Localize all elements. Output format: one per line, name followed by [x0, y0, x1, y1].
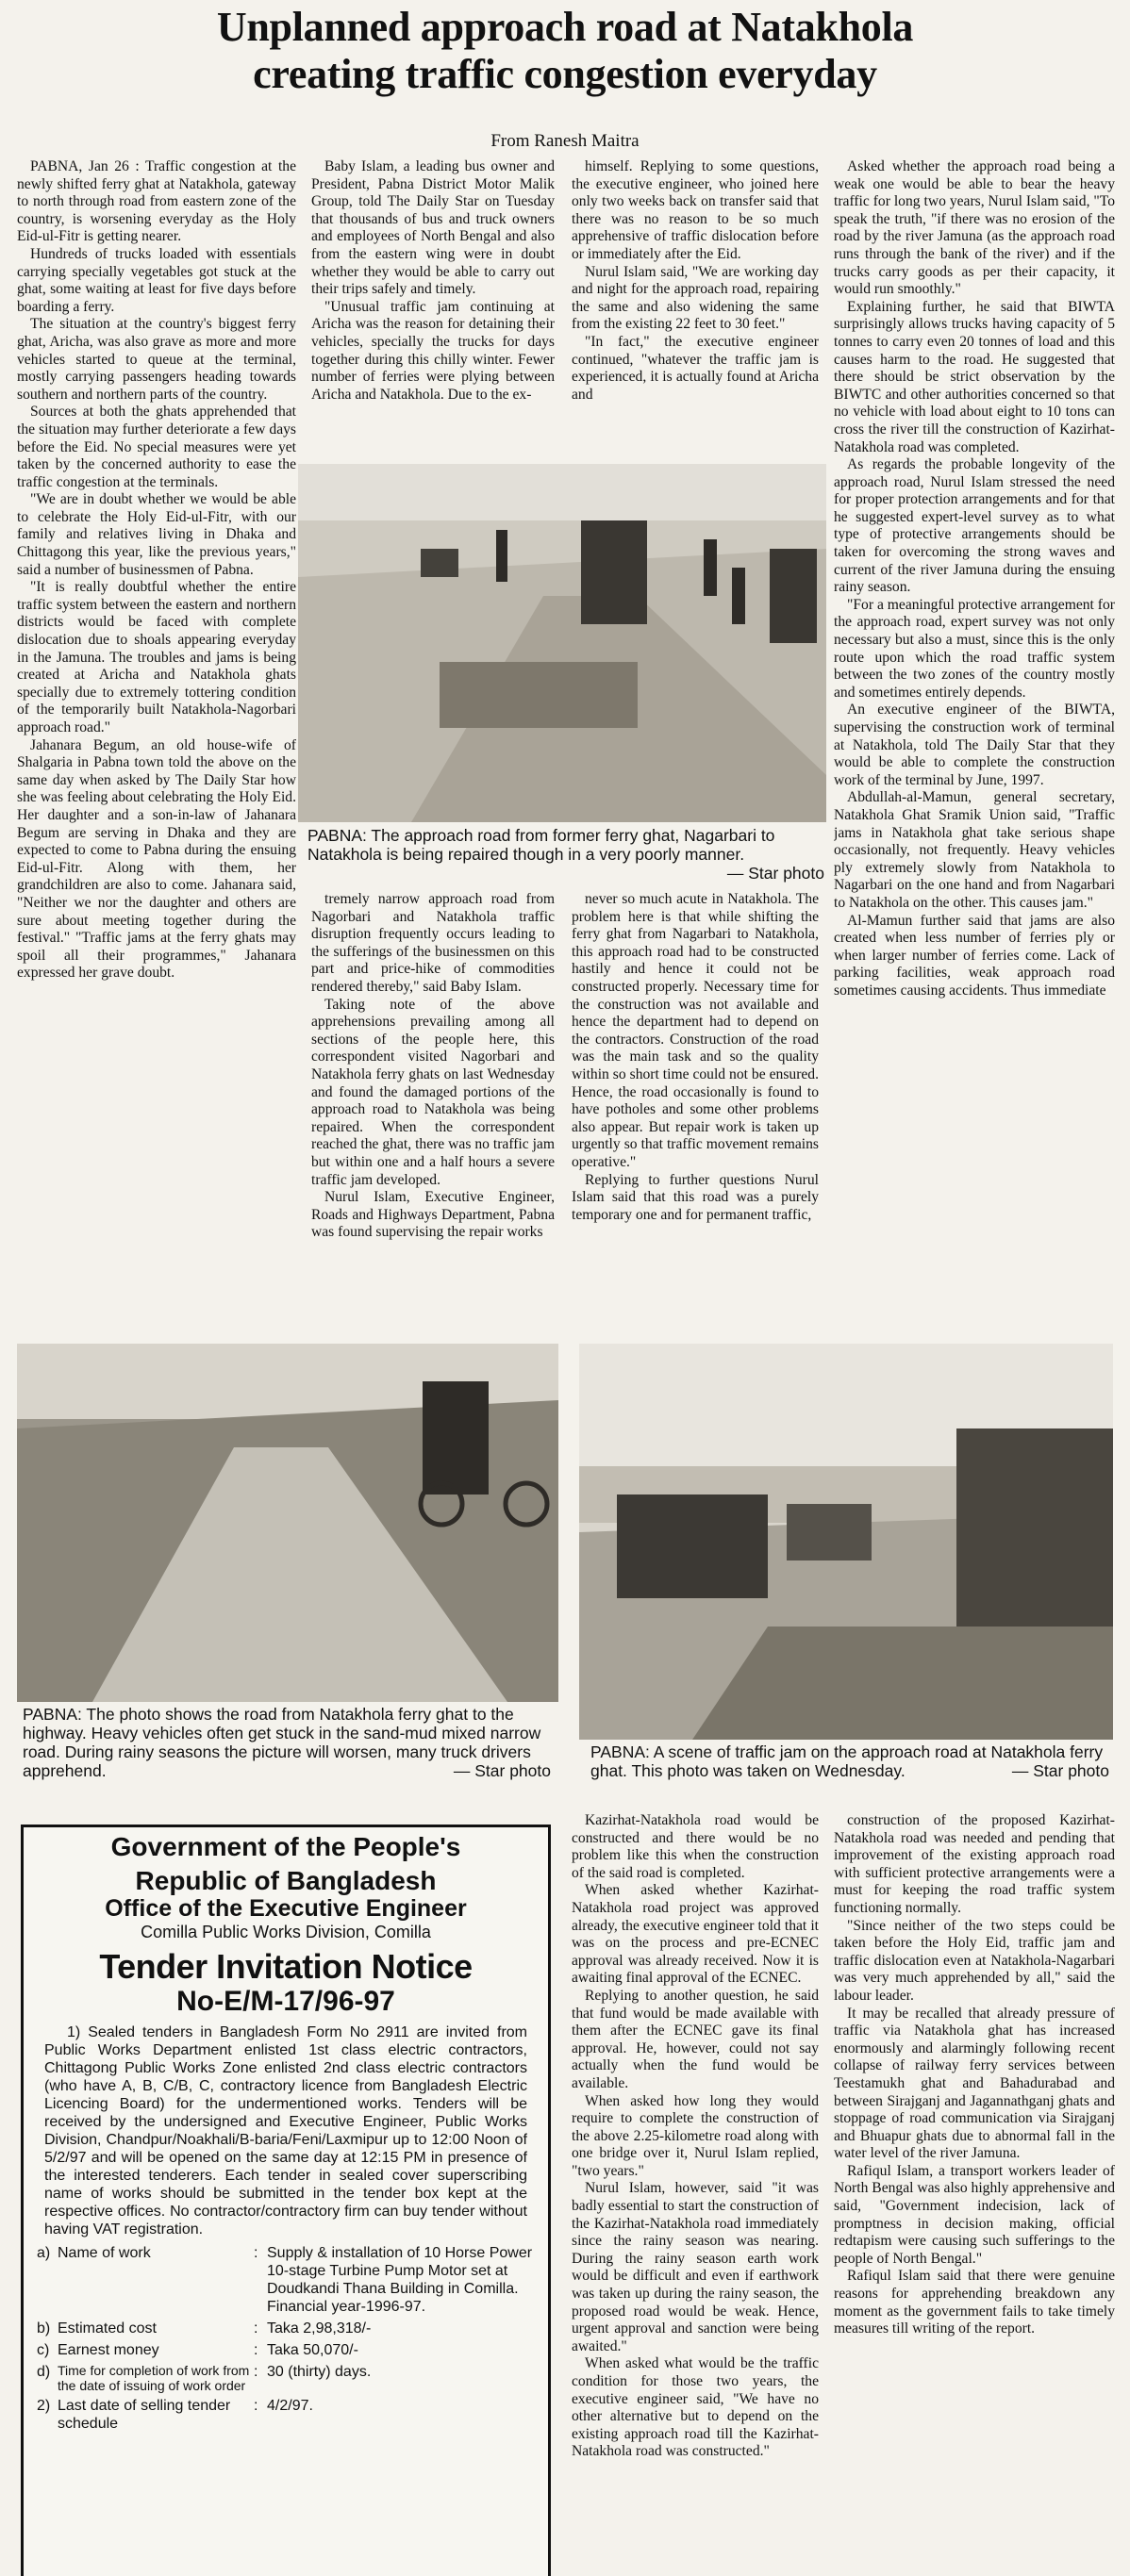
headline: [0, 4, 1130, 98]
paragraph: "We are in doubt whether we would be able to celebrate the Holy Eid-ul-Fitr, with our family and relatives living in Dhaka and Chittagong this year, like the previous years," said a number of businessmen of Pabna.: [17, 491, 296, 578]
photo-credit: — Star photo: [1011, 1761, 1109, 1780]
tender-row-value: Taka 2,98,318/-: [267, 2320, 372, 2337]
paragraph: Baby Islam, a leading bus owner and President, Pabna District Motor Malik Group, told The Daily Star on Tuesday that thousands of bus and truck owners and employees of North Bengal and also from the eastern wing were in doubt whether they would be able to carry out their trips safely and timely.: [311, 158, 555, 298]
caption-text: PABNA: The photo shows the road from Natakhola ferry ghat to the highway. Heavy vehicles often get stuck in the sand-mud mixed narrow road. During rainy seasons the picture will worsen, many truck drivers apprehend.: [23, 1705, 541, 1780]
tender-row-colon: :: [254, 2320, 258, 2337]
tender-row-key: b): [37, 2320, 51, 2337]
paragraph: "For a meaningful protective arrangement for the approach road, expert survey was not only necessary but also a must, since this is the only route upon which the road traffic system between the two zones of the country mostly and sometimes entirely depends.: [834, 596, 1115, 701]
tender-row-colon: :: [254, 2342, 258, 2358]
tender-row-label: Earnest money: [58, 2342, 159, 2358]
paragraph: Asked whether the approach road being a weak one would be able to bear the heavy traffic for long two years, Nurul Islam said, "To speak the truth, "if there was no erosion of the road by the river Jamuna (as the approach road runs through the bank of the river) and if the trucks carry goods as per their capacity, it would run smoothly.": [834, 158, 1115, 298]
paragraph: Nurul Islam, however, said "it was badly essential to start the construction of the Kazirhat-Natakhola road immediately since the rainy season was nearing. During the rainy season earth work would be difficult and even if earthwork was taken up during the rainy season, the proposed road would be weak. Hence, urgent approval and sanction were being awaited.": [572, 2180, 819, 2354]
paragraph: PABNA, Jan 26 : Traffic congestion at the newly shifted ferry ghat at Natakhola, gateway to north through road from eastern zone of the country, is worsening everyday as the Holy Eid-ul-Fitr is getting nearer.: [17, 158, 296, 245]
headline-line-1: Unplanned approach road at Natakhola: [216, 4, 914, 50]
caption-text: PABNA: The approach road from former ferry ghat, Nagarbari to Natakhola is being repaired though in a very poorly manner.: [307, 826, 775, 864]
paragraph: When asked whether Kazirhat-Natakhola road project was approved already, the executive engineer told that it was on the process and pre-ECNEC approval was already received. Now it is awaiting final approval of the ECNEC.: [572, 1882, 819, 1987]
paragraph: Explaining further, he said that BIWTA surprisingly allows trucks having capacity of 5 tonnes to carry even 20 tonnes of load and this causes harm to the road. He suggested that there should be strict observation by the BIWTC and other authorities concerned so that no vehicle with load about eight to 10 tons can cross the river till the construction of Kazirhat-Natakhola road was completed.: [834, 298, 1115, 455]
tender-row: [37, 2244, 537, 2316]
tender-body: 1) Sealed tenders in Bangladesh Form No 2911 are invited from Public Works Department enlisted 1st class electric contractors, Chittagong Public Works Zone enlisted 2nd class electric contractors (who have A, B, C/B, C, contractory licence from Bangladesh Electric Licencing Board) for the undermentioned works. Tenders will be received by the undersigned and Executive Engineer, Public Works Division, Chandpur/Noakhali/B-baria/Feni/Laxmipur up to 12:00 Noon of 5/2/97 and will be opened on the same day at 12:15 PM in presence of the interested tenderers. Each tender in sealed cover superscribing name of works should be submitted in the tender box kept at the respective offices. No contractor/contractory firm can buy tender without having VAT registration.: [44, 2024, 527, 2237]
photo-credit: — Star photo: [453, 1761, 551, 1780]
tender-row-colon: :: [254, 2245, 258, 2261]
paragraph: An executive engineer of the BIWTA, supervising the construction work of terminal at Natakhola, told The Daily Star that they would be able to complete the construction work of the terminal by June, 1997.: [834, 702, 1115, 788]
paragraph: Kazirhat-Natakhola road would be constructed and there would be no problem like this when the construction of the said road is completed.: [572, 1812, 819, 1881]
tender-office: Office of the Executive Engineer: [105, 1895, 467, 1922]
photo-road-repair: [298, 464, 826, 822]
headline-line-2: creating traffic congestion everyday: [253, 51, 877, 97]
tender-details: [24, 2238, 548, 2433]
paragraph: Nurul Islam, Executive Engineer, Roads and Highways Department, Pabna was found supervising the repair works: [311, 1189, 555, 1241]
paragraph: Hundreds of trucks loaded with essentials carrying specially vegetables got stuck at the ghat, some waiting at least for five days before boarding a ferry.: [17, 245, 296, 315]
photo-credit: — Star photo: [726, 864, 824, 883]
photo-narrow-road: [17, 1344, 558, 1702]
paragraph: Al-Mamun further said that jams are also created when less number of ferries ply or when larger number of ferries come. Lack of parking facilities, weak approach road sometimes causing accidents. Thus immediate: [834, 912, 1115, 999]
tender-row-colon: :: [254, 2364, 258, 2380]
paragraph: Replying to another question, he said that fund would be made available with them after the ECNEC gave its final approval. He, however, could not say actually when the fund would be available.: [572, 1987, 819, 2091]
paragraph: never so much acute in Natakhola. The problem here is that while shifting the ferry ghat from Nagarbari to Natakhola, this approach road had to be constructed hastily and hence it could not be constructed properly. Necessary time for the construction was not available and hence the department had to depend on the contractors. Construction of the road was the main task and so the quality within so short time could not be ensured. Hence, the road occasionally is found to have potholes and some other problems also appear. But repair work is taken up urgently so that traffic movement remains operative.": [572, 891, 819, 1170]
paragraph: It may be recalled that already pressure of traffic via Natakhola ghat has increased enormously and alarmingly following recent collapse of railway ferry services between Teestamukh ghat and Bahadurabad and between Sirajganj and Jagannathganj ghats and stoppage of road communication via Sirajganj and Bhuapur ghats due to abnormal fall in the water level of the river Jamuna.: [834, 2005, 1115, 2162]
tender-row-value: 30 (thirty) days.: [267, 2364, 372, 2380]
paragraph: The situation at the country's biggest ferry ghat, Aricha, was also grave as more and more vehicles started to queue at the terminal, mostly carrying passengers heading towards southern and northern parts of the country.: [17, 316, 296, 403]
paragraph: "Unusual traffic jam continuing at Aricha was the reason for detaining their vehicles, specially the trucks for days together during this chilly winter. Fewer number of ferries were plying between Aricha and Natakhola. Due to the ex-: [311, 298, 555, 403]
tender-number: No-E/M-17/96-97: [176, 1986, 395, 2017]
byline: From Ranesh Maitra: [490, 131, 640, 151]
tender-notice-ad: [21, 1825, 551, 2576]
tender-row-label: Time for completion of work from the date of issuing of work order: [58, 2363, 250, 2393]
tender-government: Government of the People's: [110, 1832, 461, 1861]
photo-road-repair-caption: [307, 826, 824, 886]
tender-row-label: Estimated cost: [58, 2320, 157, 2337]
tender-row-label: Last date of selling tender schedule: [58, 2398, 231, 2432]
paragraph: "It is really doubtful whether the entire traffic system between the eastern and northern districts would be faced with complete dislocation due to shoals appearing everyday in the Jamuna. The troubles and jams is being created at Aricha and Natakhola ghats specially due to extremely tottering condition of the temporarily built Natakhola-Nagorbari approach road.": [17, 579, 296, 735]
tender-row: [37, 2397, 537, 2433]
tender-row-key: a): [37, 2245, 51, 2261]
paragraph: Jahanara Begum, an old house-wife of Shalgaria in Pabna town told the above on the same day when asked by The Daily Star how she was feeling about celebrating the Holy Eid. Her daughter and a son-in-law of Jahanara Begum are serving in Dhaka and they are expected to come to Pabna during the ensuing Eid-ul-Fitr. Along with them, her grandchildren are also to come. Jahanara said, "Neither we nor the daughter and others are sure about meeting together during the festival." "Traffic jams at the ferry ghats may spoil all their programmes," Jahanara expressed her grave doubt.: [17, 736, 296, 982]
paragraph: construction of the proposed Kazirhat-Natakhola road was needed and pending that improvement of the existing approach road with sufficient protective arrangements were a must for keeping the road traffic system functioning normally.: [834, 1812, 1115, 1916]
paragraph: himself. Replying to some questions, the executive engineer, who joined here only two weeks back on transfer said that there was no reason to be so much apprehensive of traffic dislocation before or immediately after the Eid.: [572, 158, 819, 262]
photo-narrow-road-caption: [23, 1705, 551, 1820]
tender-row-key: d): [37, 2364, 51, 2380]
article-column-3-bottom: [572, 1812, 819, 2567]
paragraph: Rafiqul Islam, a transport workers leader of North Bengal was also highly apprehensive and said, "Government indecision, lack of promptness in decision making, official redtapism were causing such sufferings to the people of North Bengal.": [834, 2162, 1115, 2267]
tender-title: Tender Invitation Notice: [99, 1947, 473, 1986]
paragraph: Sources at both the ghats apprehended that the situation may further deteriorate a few days before the Eid. No special measures were yet taken by the concerned authority to ease the traffic congestion at the terminals.: [17, 404, 296, 490]
tender-row-label: Name of work: [58, 2245, 151, 2261]
paragraph: Abdullah-al-Mamun, general secretary, Natakhola Ghat Sramik Union said, "Traffic jams in Natakhola ghat take serious shape occasionally, not frequently. Heavy vehicles ply extremely slowly from Natakhola to Nagarbari on the one hand and from Nagarbari to Natakhola on the other. This causes jam.": [834, 789, 1115, 911]
paragraph: Nurul Islam said, "We are working day and night for the approach road, repairing the same and also widening the same from the existing 22 feet to 30 feet.": [572, 263, 819, 333]
caption-text: PABNA: A scene of traffic jam on the approach road at Natakhola ferry ghat. This photo was taken on Wednesday.: [590, 1742, 1104, 1780]
paragraph: When asked how long they would require to complete the construction of the above 2.25-kilometre road along with one bridge over it, Nurul Islam replied, "two years.": [572, 2092, 819, 2179]
article-column-3-middle: [572, 891, 819, 1334]
tender-division: Comilla Public Works Division, Comilla: [141, 1923, 431, 1941]
paragraph: tremely narrow approach road from Nagorbari and Natakhola traffic disruption frequently occurs leading to the sufferings of the businessmen on this part and price-hike of commodities rendered thereby," said Baby Islam.: [311, 891, 555, 995]
tender-row-value: 4/2/97.: [267, 2398, 313, 2414]
article-column-4-bottom: [834, 1812, 1115, 2567]
tender-republic: Republic of Bangladesh: [135, 1866, 437, 1895]
tender-row: [37, 2341, 537, 2359]
paragraph: Taking note of the above apprehensions prevailing among all sections of the people here, this correspondent visited Nagorbari and Natakhola ferry ghats on last Wednesday and found the damaged portions of the approach road to Natakhola was being repaired. When the correspondent reached the ghat, there was no traffic jam but within one and a half hours a severe traffic jam developed.: [311, 996, 555, 1188]
tender-row: [37, 2320, 537, 2337]
tender-row: [37, 2363, 537, 2393]
paragraph: When asked what would be the traffic condition for those two years, the executive engineer said, "We have no other alternative but to depend on the existing approach road till the Kazirhat-Natakhola road was constructed.": [572, 2355, 819, 2460]
paragraph: "In fact," the executive engineer continued, "whatever the traffic jam is experienced, it is actually found at Aricha and: [572, 333, 819, 403]
paragraph: As regards the probable longevity of the approach road, Nurul Islam stressed the need for proper protection arrangements and for that he suggested expert-level survey as to what type of protective arrangements should be taken for overcoming the strong waves and current of the river Jamuna during the ensuing rainy season.: [834, 456, 1115, 596]
article-column-4: [834, 158, 1115, 1337]
tender-row-colon: :: [254, 2398, 258, 2414]
article-column-2-middle: [311, 891, 555, 1334]
tender-row-value: Supply & installation of 10 Horse Power 10-stage Turbine Pump Motor set at Doudkandi Thana Building in Comilla. Financial year-1996-97.: [267, 2245, 533, 2315]
tender-row-key: 2): [37, 2398, 51, 2414]
tender-row-key: c): [37, 2342, 50, 2358]
article-column-3-top: [572, 158, 819, 458]
tender-row-value: Taka 50,070/-: [267, 2342, 358, 2358]
article-column-2-top: [311, 158, 555, 458]
paragraph: Rafiqul Islam said that there were genuine reasons for apprehending breakdown any moment as the government fails to take timely measures till writing of the report.: [834, 2268, 1115, 2337]
photo-traffic-jam: [579, 1344, 1113, 1740]
photo-traffic-jam-caption: [590, 1742, 1109, 1803]
paragraph: Replying to further questions Nurul Islam said that this road was a purely temporary one and for permanent traffic,: [572, 1171, 819, 1223]
paragraph: "Since neither of the two steps could be taken before the Holy Eid, traffic jam and traffic dislocation even at Natakhola-Nagarbari was very much apprehended by all," said the labour leader.: [834, 1917, 1115, 2004]
